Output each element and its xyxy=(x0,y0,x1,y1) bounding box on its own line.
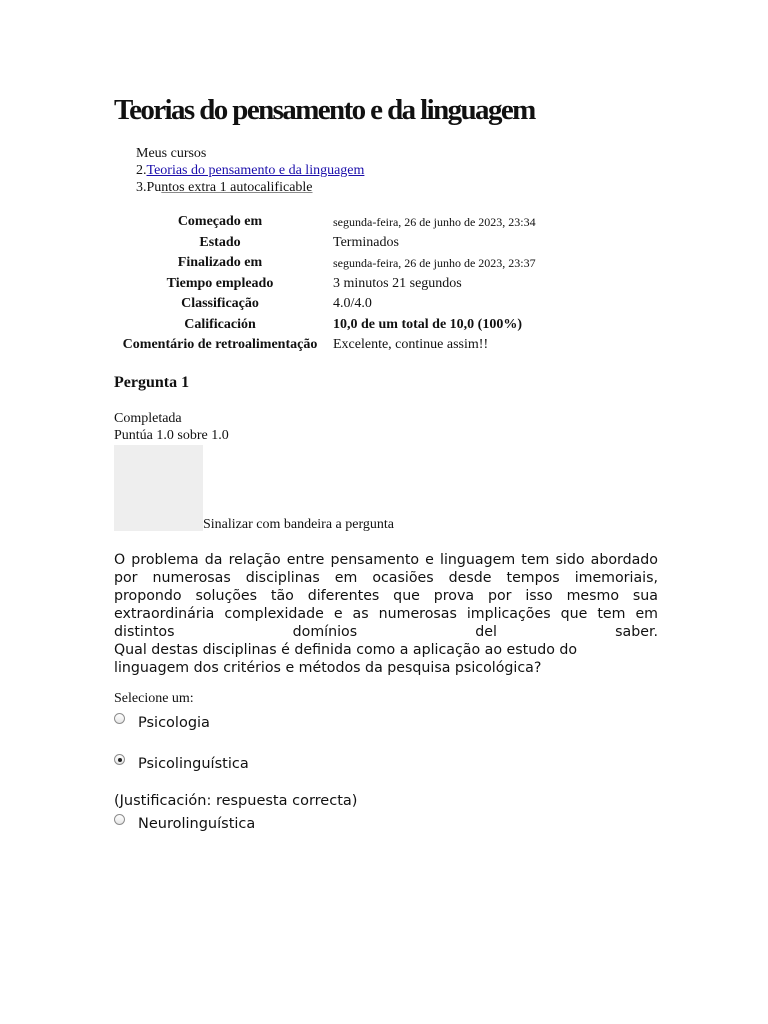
flag-question-link[interactable]: Sinalizar com bandeira a pergunta xyxy=(203,517,394,532)
select-one-label: Selecione um: xyxy=(114,691,194,706)
answer-justification: (Justificación: respuesta correcta) xyxy=(114,793,358,809)
question-text-line: propondo soluções tão diferentes que prova por isso mesmo sua xyxy=(114,588,658,604)
summary-row-state xyxy=(114,233,536,254)
question-text-line: linguagem dos critérios e métodos da pesquisa psicológica? xyxy=(114,660,542,676)
breadcrumb-quiz-prefix: 3.Pu xyxy=(136,180,162,195)
breadcrumb-item-course xyxy=(136,162,364,179)
summary-label-marks: Classificação xyxy=(181,296,259,312)
summary-row-finished xyxy=(114,253,536,274)
answer-option-label: Neurolinguística xyxy=(138,816,256,832)
question-info xyxy=(114,410,229,444)
flag-icon[interactable] xyxy=(114,445,203,531)
summary-label-state: Estado xyxy=(199,234,241,250)
summary-value-feedback: Excelente, continue assim!! xyxy=(333,337,489,353)
radio-button-selected[interactable] xyxy=(114,754,125,765)
question-score: Puntúa 1.0 sobre 1.0 xyxy=(114,428,229,443)
answer-option-label: Psicolinguística xyxy=(138,756,249,772)
question-text-line: Qual destas disciplinas é definida como a aplicação ao estudo do xyxy=(114,642,578,658)
answer-option-psicologia[interactable] xyxy=(114,712,210,731)
attempt-summary-table xyxy=(114,212,536,356)
summary-row-time-taken xyxy=(114,274,536,295)
breadcrumb-item-quiz[interactable] xyxy=(136,179,364,196)
summary-label-started: Começado em xyxy=(177,214,263,230)
radio-button[interactable] xyxy=(114,713,125,724)
answer-option-label: Psicologia xyxy=(138,715,210,731)
summary-row-started xyxy=(114,212,536,233)
summary-row-feedback xyxy=(114,335,536,356)
answer-option-psicolinguistica[interactable] xyxy=(114,753,249,772)
breadcrumb-course-prefix: 2. xyxy=(136,163,147,178)
summary-row-grade xyxy=(114,315,536,336)
question-heading: Pergunta 1 xyxy=(114,374,190,391)
summary-value-state: Terminados xyxy=(333,234,399,250)
summary-label-feedback: Comentário de retroalimentação xyxy=(122,337,318,353)
breadcrumb-item-my-courses[interactable]: Meus cursos xyxy=(136,146,207,161)
summary-value-marks: 4.0/4.0 xyxy=(333,296,372,312)
summary-value-grade: 10,0 de um total de 10,0 (100%) xyxy=(333,316,522,332)
answer-option-neurolinguistica[interactable] xyxy=(114,813,255,832)
summary-label-time-taken: Tiempo empleado xyxy=(166,275,274,291)
question-text xyxy=(114,551,658,677)
breadcrumb-quiz-label[interactable]: ntos extra 1 autocalificable xyxy=(161,180,313,195)
summary-value-started: segunda-feira, 26 de junho de 2023, 23:34 xyxy=(333,214,536,229)
breadcrumb-course-link[interactable]: Teorias do pensamento e da linguagem xyxy=(146,163,365,178)
question-status: Completada xyxy=(114,411,182,426)
question-text-line: distintos domínios del saber. xyxy=(114,624,658,640)
breadcrumb xyxy=(136,145,364,196)
summary-value-finished: segunda-feira, 26 de junho de 2023, 23:37 xyxy=(333,255,536,270)
page-title: Teorias do pensamento e da linguagem xyxy=(114,94,535,126)
radio-button[interactable] xyxy=(114,814,125,825)
question-text-line: por numerosas disciplinas em ocasiões desde tempos imemoriais, xyxy=(114,570,658,586)
summary-row-marks xyxy=(114,294,536,315)
question-text-line: extraordinária complexidade e as numerosas implicações que tem em xyxy=(114,606,658,622)
question-text-line: O problema da relação entre pensamento e linguagem tem sido abordado xyxy=(114,552,658,568)
summary-value-time-taken: 3 minutos 21 segundos xyxy=(333,275,462,291)
summary-label-finished: Finalizado em xyxy=(177,255,263,271)
summary-label-grade: Calificación xyxy=(184,316,256,332)
